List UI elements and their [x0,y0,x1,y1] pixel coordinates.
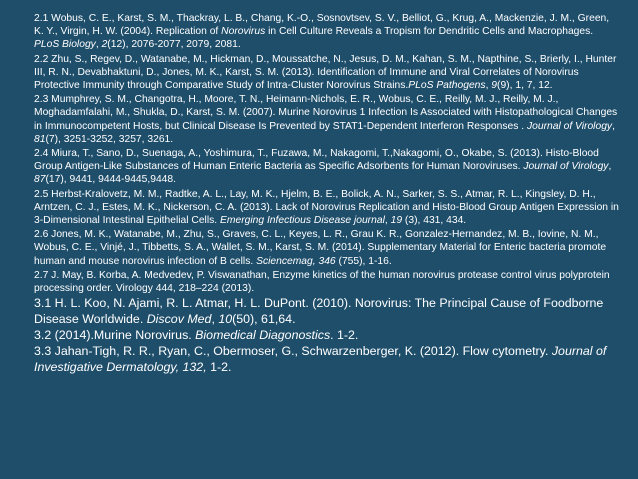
reference-italic-text: 9 [491,80,498,92]
reference-2-1 [34,12,620,52]
reference-text: (7), 3251-3252, 3257, 3261. [45,133,174,145]
reference-text: , [608,161,612,173]
reference-italic-text: PLoS Biology [34,39,96,51]
reference-italic-text: 81 [34,133,46,145]
reference-italic-text: Biomedical Diagonostics [195,328,331,343]
reference-text: in Cell Culture Reveals a Tropism for Dendritic Cells and Macrophages. [265,26,594,38]
reference-2-2 [34,53,620,93]
reference-2-5 [34,188,620,228]
reference-3-3 [34,344,620,375]
reference-text: (3), 431, 434. [402,215,467,227]
reference-italic-text: 10 [218,311,233,326]
reference-text: , [384,215,391,227]
reference-text: 2.4 Miura, T., Sano, D., Suenaga, A., Yoshimura, T., Fuzawa, M., Nakagomi, T.,Nakagomi, O., Okabe, S. (2013). Histo-Blood Group Antigen-Like Substances of Human Enteric Bacteria as Specific Adsorbents for Human Noroviruses. [34,148,599,173]
reference-italic-text: PLoS Pathogens [408,80,486,92]
reference-text: 2.2 Zhu, S., Regev, D., Watanabe, M., Hickman, D., Moussatche, N., Jesus, D. M., Kahan, S. M., Napthine, S., Brierly, I., Hunter III, R. N., Devabhaktuni, D., Jones, M. K., Karst, S. M. (2013). Identification of Immune and Viral Correlates of Norovirus Protective Immunity through Comparative Study of Intra-Cluster Norovirus Strains. [34,53,617,92]
reference-text: (755), 1-16. [335,255,392,267]
reference-3-1 [34,296,620,327]
reference-text: 2.7 J. May, B. Korba, A. Medvedev, P. Viswanathan, Enzyme kinetics of the human norovirus protease control virus polyprotein processing order. Virology 444, 218–224 (2013). [34,269,610,295]
reference-2-3 [34,93,620,146]
reference-2-6 [34,228,620,268]
reference-text: 2.3 Mumphrey, S. M., Changotra, H., Moore, T. N., Heimann-Nichols, E. R., Wobus, C. E., Reilly, M. J., Reilly, M. J., Moghadamfalahi, M., Shukla, D., Karst, S. M. (2007). Murine Norovirus 1 Infection Is Associated with Histopathological Changes in Immunocompetent Hosts, but Clinical Disease Is Prevented by STAT1-Dependent Interferon Responses . [34,94,618,132]
reference-text: (50), 61,64. [232,311,296,326]
reference-italic-text: 19 [390,215,403,227]
reference-text: (12), 2076-2077, 2079, 2081. [107,39,241,51]
reference-text: , [211,311,219,326]
reference-italic-text: Discov Med [146,311,212,326]
reference-text: 3.3 Jahan-Tigh, R. R., Ryan, C., Obermoser, G., Schwarzenberger, K. (2012). Flow cytometry. [34,344,552,359]
reference-2-4 [34,147,620,187]
reference-text: 2.1 Wobus, C. E., Karst, S. M., Thackray, L. B., Chang, K.-O., Sosnovtsev, S. V., Belliot, G., Krug, A., Mackenzie, J. M., Green, K. Y., Virgin, H. W. (2004). Replication of [34,13,610,38]
reference-text: 3.2 (2014).Murine Norovirus. [34,328,196,343]
reference-text: 2.5 Herbst-Kralovetz, M. M., Radtke, A. L., Lay, M. K., Hjelm, B. E., Bolick, A. N., Sarker, S. S., Atmar, R. L., Kingsley, D. H., Arntzen, C. J., Estes, M. K., Nickerson, C. A. (2013). Lack of Norovirus Replication and Histo-Blood Group Antigen Expression in 3-Dimensional Intestinal Epithelial Cells. [34,188,619,227]
reference-italic-text: Journal of Investigative Dermatology, 132, [34,344,607,374]
reference-text: (9), 1, 7, 12. [497,80,553,92]
reference-text: 3.1 H. L. Koo, N. Ajami, R. L. Atmar, H. L. DuPont. (2010). Norovirus: The Principal Cause of Foodborne Disease Worldwide. [34,296,604,326]
reference-italic-text: Emerging Infectious Disease journal [220,215,385,227]
reference-italic-text: 2 [101,39,108,51]
reference-text: , [95,39,102,51]
reference-text: , [485,80,492,92]
reference-text: (17), 9441, 9444-9445,9448. [45,174,176,186]
reference-text: 2.6 Jones, M. K., Watanabe, M., Zhu, S., Graves, C. L., Keyes, L. R., Grau K. R., Gonzalez-Hernandez, M. B., Iovine, N. M., Wobus, C. E., Vinjé, J., Tibbetts, S. A., Wallet, S. M., Karst, S. M. (2014). Supplementary Material for Enteric bacteria promote human and mouse norovirus infection of B cells. [34,229,607,267]
reference-3-2 [34,328,620,343]
reference-list [34,12,620,375]
reference-text: 1-2. [206,359,232,374]
reference-italic-text: Norovirus [221,26,266,38]
reference-italic-text: 87 [34,174,46,186]
reference-italic-text: Journal of Virology [526,120,613,132]
reference-text: . 1-2. [330,328,359,343]
reference-2-7 [34,269,620,295]
reference-italic-text: Journal of Virology [523,161,609,173]
reference-text: , [612,120,615,132]
reference-italic-text: Sciencemag, 346 [256,255,336,267]
